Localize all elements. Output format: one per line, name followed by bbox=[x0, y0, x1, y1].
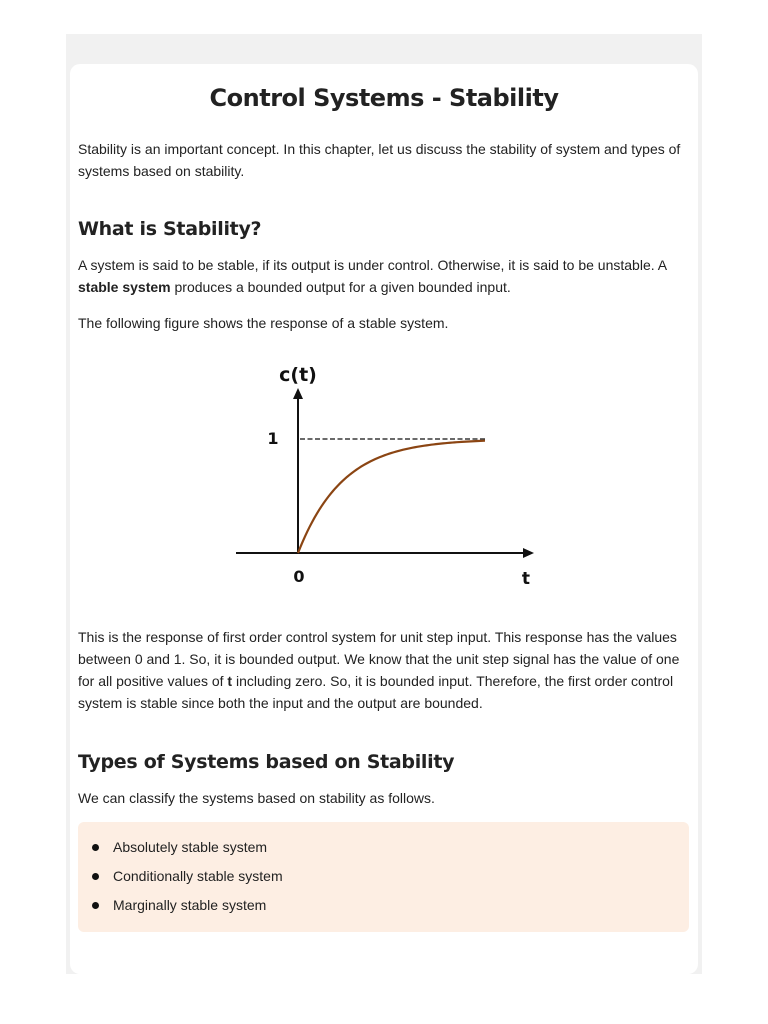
intro-paragraph: Stability is an important concept. In this chapter, let us discuss the stability of system and types of systems based on stability. bbox=[78, 141, 681, 179]
explanation-text-end: including zero. So, it is bounded input. Therefore, the first order control system is stable since both the input and the output are bounded. bbox=[78, 673, 674, 711]
section-heading-what-is-stability: What is Stability? bbox=[78, 218, 262, 240]
definition-text-start: A system is said to be stable, if its output is under control. Otherwise, it is said to be unstable. A bbox=[78, 257, 667, 273]
definition-text-end: produces a bounded output for a given bounded input. bbox=[170, 279, 511, 295]
list-item-marginally-stable: Marginally stable system bbox=[113, 897, 267, 913]
x-axis-label: t bbox=[521, 569, 531, 589]
list-item-absolutely-stable: Absolutely stable system bbox=[113, 839, 268, 855]
t-variable: t bbox=[227, 673, 233, 689]
y-tick-label: 1 bbox=[267, 429, 279, 448]
bullet-icon bbox=[92, 844, 99, 851]
bullet-icon bbox=[92, 902, 99, 909]
classification-intro-paragraph: We can classify the systems based on stability as follows. bbox=[78, 790, 435, 806]
x-axis-arrow bbox=[523, 548, 534, 558]
system-types-list bbox=[78, 822, 689, 932]
y-axis-arrow bbox=[293, 388, 303, 399]
origin-label: 0 bbox=[293, 567, 305, 586]
page-title: Control Systems - Stability bbox=[209, 84, 559, 112]
stability-definition-paragraph bbox=[78, 254, 690, 298]
explanation-text-start: This is the response of first order control system for unit step input. This response has the values between 0 and 1. So, it is bounded output. We know that the unit step signal has the value of one for all positive values of bbox=[78, 629, 680, 689]
response-explanation-paragraph bbox=[78, 626, 690, 714]
list-item-conditionally-stable: Conditionally stable system bbox=[113, 868, 283, 884]
section-heading-types-of-systems: Types of Systems based on Stability bbox=[78, 751, 455, 773]
y-axis-label: c(t) bbox=[279, 364, 317, 386]
response-curve bbox=[298, 441, 485, 553]
stable-response-figure bbox=[230, 355, 540, 595]
bullet-icon bbox=[92, 873, 99, 880]
figure-intro-paragraph: The following figure shows the response of a stable system. bbox=[78, 315, 449, 331]
stable-system-term: stable system bbox=[78, 279, 171, 295]
